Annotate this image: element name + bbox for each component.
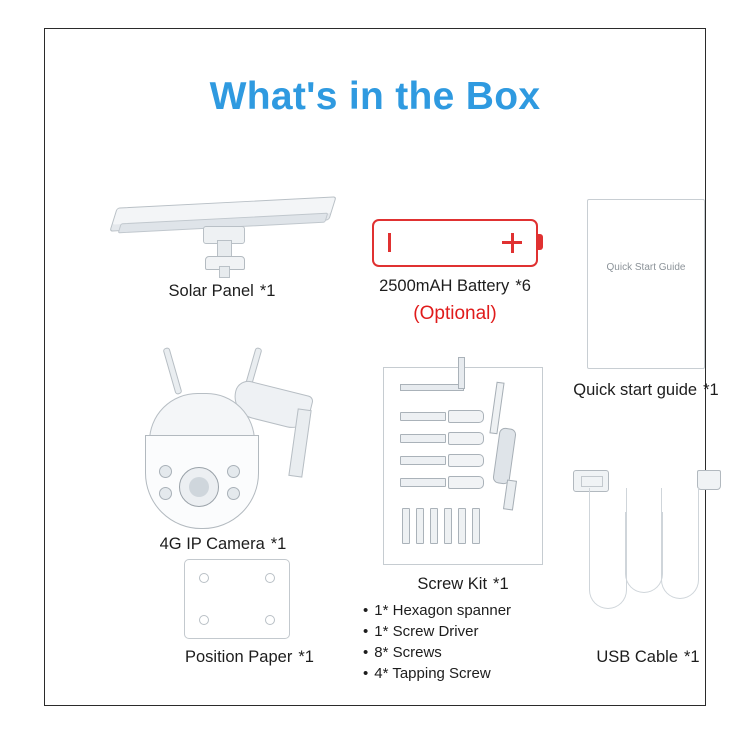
item-position-paper [137,559,337,666]
screw-kit-label: Screw Kit [417,575,488,593]
item-screw-kit [363,367,563,684]
quick-start-guide-qty: *1 [703,381,719,399]
hexagon-spanner-icon [400,384,464,391]
usb-cable-caption [553,648,743,667]
item-battery [345,219,565,325]
camera-qty: *1 [270,535,287,553]
solar-panel-pole [219,266,230,278]
position-paper-caption [185,648,314,667]
screw-kit-qty: *1 [493,575,509,593]
quick-start-guide-caption [551,381,741,400]
list-item: • 1* Screw Driver [363,621,563,642]
position-paper-qty: *1 [298,648,314,666]
wall-anchor-icon [448,432,484,445]
usb-micro-plug-icon [697,470,721,490]
usb-cable-wire [625,512,663,593]
position-paper-label: Position Paper [185,648,293,666]
solar-panel-label: Solar Panel [168,282,254,300]
item-usb-cable [553,464,743,666]
camera-ir-led [227,487,240,500]
wall-anchor-icon [448,476,484,489]
screwdriver-handle [492,427,517,485]
camera-ir-led [227,465,240,478]
usb-cable-qty: *1 [684,648,700,666]
wall-anchor-icon [448,454,484,467]
tapping-screw-icon [402,508,410,544]
tapping-screw-icon [430,508,438,544]
tapping-screw-icon [472,508,480,544]
mounting-hole-icon [199,573,209,583]
screw-icon [400,434,446,443]
battery-illustration [372,219,538,267]
camera-ir-led [159,487,172,500]
content-frame [44,28,719,706]
usb-cable-label: USB Cable [596,648,678,666]
screw-kit-contents-list [363,600,563,684]
solar-panel-illustration [107,174,337,300]
tapping-screw-icon [458,508,466,544]
camera-illustration [103,339,343,553]
page-title: What's in the Box [209,75,541,118]
position-paper-illustration [184,559,314,666]
battery-label: 2500mAH Battery [379,277,510,295]
quick-start-guide-label: Quick start guide [573,381,698,399]
list-item: • 4* Tapping Screw [363,663,563,684]
solar-panel-caption [107,282,337,301]
quick-start-guide-cover-text: Quick Start Guide [606,262,686,273]
screw-icon [400,412,446,421]
screwdriver-shaft [489,382,504,435]
wall-anchor-icon [448,410,484,423]
item-solar-panel [107,174,337,300]
usb-cable-wire [661,488,699,599]
battery-caption [345,277,565,296]
tapping-screw-icon [444,508,452,544]
battery-minus-icon [388,233,391,252]
camera-lens [179,467,219,507]
screw-icon [400,456,446,465]
battery-qty: *6 [515,277,531,295]
usb-cable-illustration [553,464,743,666]
mounting-hole-icon [199,615,209,625]
antenna-icon-left [163,347,183,395]
camera-label: 4G IP Camera [159,535,265,553]
tapping-screw-icon [416,508,424,544]
usb-cable-wire [589,488,627,609]
camera-caption [103,535,343,554]
item-camera [103,339,343,553]
mounting-hole-icon [265,615,275,625]
screw-kit-illustration [383,367,543,565]
solar-panel-qty: *1 [259,282,276,300]
screw-icon [400,478,446,487]
screw-kit-caption [363,575,563,594]
mounting-hole-icon [265,573,275,583]
list-item: • 1* Hexagon spanner [363,600,563,621]
camera-ir-led [159,465,172,478]
battery-plus-icon-vertical [511,233,514,253]
quick-start-guide-illustration [587,199,705,369]
list-item: • 8* Screws [363,642,563,663]
item-quick-start-guide [551,199,741,400]
battery-optional-note: (Optional) [413,303,497,324]
